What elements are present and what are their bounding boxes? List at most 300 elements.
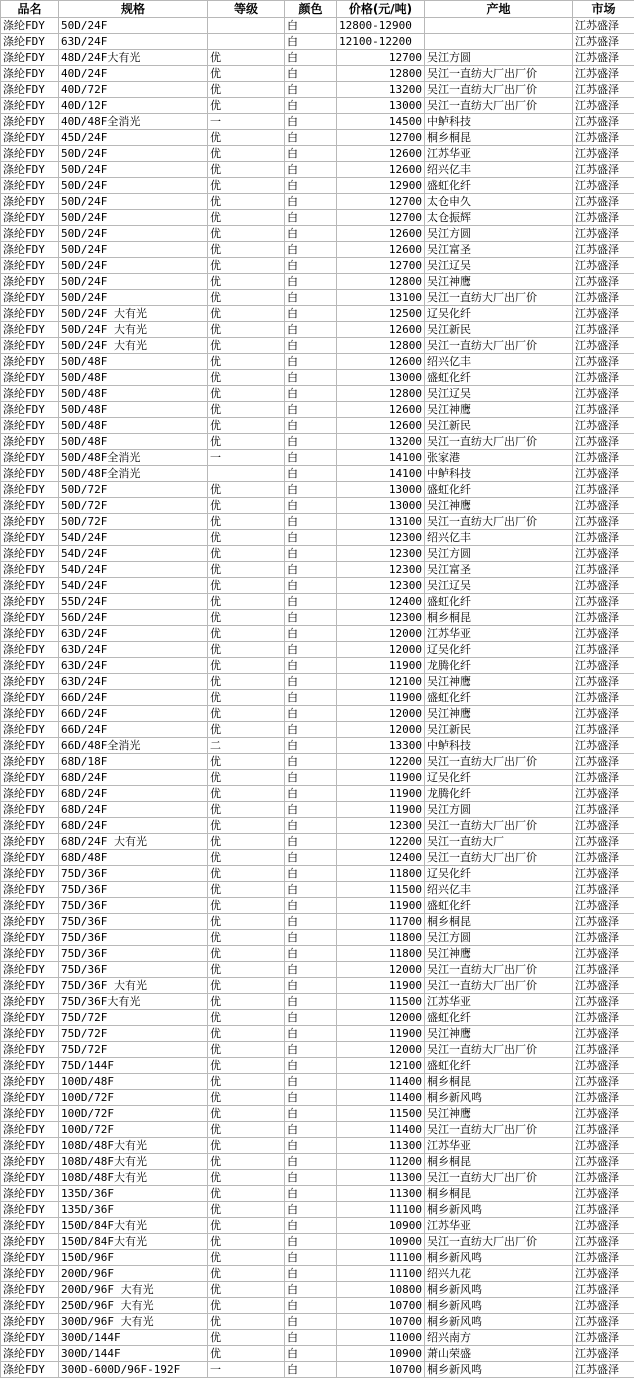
cell-color: 白 <box>285 802 337 818</box>
cell-spec: 56D/24F <box>59 610 208 626</box>
table-row <box>1 162 634 178</box>
cell-market: 江苏盛泽 <box>573 658 634 674</box>
cell-market: 江苏盛泽 <box>573 1186 634 1202</box>
cell-origin: 桐乡新风鸣 <box>425 1298 573 1314</box>
cell-spec: 55D/24F <box>59 594 208 610</box>
cell-origin: 吴江一直纺大厂出厂价 <box>425 850 573 866</box>
cell-spec: 68D/18F <box>59 754 208 770</box>
cell-price: 11700 <box>337 914 425 930</box>
cell-price: 11900 <box>337 658 425 674</box>
cell-color: 白 <box>285 338 337 354</box>
cell-price: 12300 <box>337 530 425 546</box>
cell-color: 白 <box>285 1042 337 1058</box>
cell-price: 12300 <box>337 610 425 626</box>
cell-grade: 优 <box>208 66 285 82</box>
cell-origin: 绍兴九花 <box>425 1266 573 1282</box>
cell-grade: 优 <box>208 1090 285 1106</box>
cell-grade: 优 <box>208 290 285 306</box>
cell-product-name: 涤纶FDY <box>1 722 59 738</box>
cell-price: 11400 <box>337 1122 425 1138</box>
cell-price: 12000 <box>337 1010 425 1026</box>
cell-price: 12100 <box>337 674 425 690</box>
table-row <box>1 690 634 706</box>
cell-origin: 吴江神鹰 <box>425 674 573 690</box>
cell-spec: 300D/144F <box>59 1330 208 1346</box>
cell-origin: 吴江一直纺大厂出厂价 <box>425 66 573 82</box>
cell-grade: 优 <box>208 658 285 674</box>
cell-price: 11300 <box>337 1138 425 1154</box>
column-header-spec: 规格 <box>59 1 208 18</box>
cell-product-name: 涤纶FDY <box>1 610 59 626</box>
cell-grade: 优 <box>208 98 285 114</box>
cell-grade: 优 <box>208 146 285 162</box>
cell-product-name: 涤纶FDY <box>1 690 59 706</box>
table-row <box>1 1218 634 1234</box>
cell-price: 12800 <box>337 386 425 402</box>
cell-grade: 优 <box>208 386 285 402</box>
cell-color: 白 <box>285 1026 337 1042</box>
cell-market: 江苏盛泽 <box>573 1138 634 1154</box>
cell-spec: 68D/24F <box>59 770 208 786</box>
cell-grade: 优 <box>208 962 285 978</box>
cell-grade: 优 <box>208 594 285 610</box>
cell-price: 12700 <box>337 258 425 274</box>
cell-spec: 100D/72F <box>59 1122 208 1138</box>
cell-market: 江苏盛泽 <box>573 914 634 930</box>
cell-origin: 绍兴南方 <box>425 1330 573 1346</box>
cell-color: 白 <box>285 418 337 434</box>
cell-price: 12000 <box>337 722 425 738</box>
cell-price: 13100 <box>337 514 425 530</box>
cell-grade: 优 <box>208 626 285 642</box>
table-row <box>1 946 634 962</box>
cell-spec: 50D/48F <box>59 386 208 402</box>
cell-product-name: 涤纶FDY <box>1 914 59 930</box>
cell-price: 12000 <box>337 1042 425 1058</box>
table-row <box>1 1234 634 1250</box>
cell-market: 江苏盛泽 <box>573 1266 634 1282</box>
cell-price: 11900 <box>337 802 425 818</box>
cell-price: 11500 <box>337 994 425 1010</box>
cell-grade: 优 <box>208 530 285 546</box>
cell-grade: 优 <box>208 1026 285 1042</box>
cell-market: 江苏盛泽 <box>573 242 634 258</box>
table-row <box>1 146 634 162</box>
table-row <box>1 658 634 674</box>
cell-origin: 吴江一直纺大厂出厂价 <box>425 1170 573 1186</box>
cell-market: 江苏盛泽 <box>573 1330 634 1346</box>
cell-spec: 108D/48F大有光 <box>59 1170 208 1186</box>
cell-product-name: 涤纶FDY <box>1 930 59 946</box>
cell-grade: 优 <box>208 1042 285 1058</box>
cell-grade: 优 <box>208 674 285 690</box>
cell-origin: 吴江新民 <box>425 418 573 434</box>
cell-color: 白 <box>285 370 337 386</box>
cell-spec: 50D/24F <box>59 194 208 210</box>
cell-spec: 54D/24F <box>59 562 208 578</box>
cell-price: 12600 <box>337 162 425 178</box>
cell-origin: 太仓振辉 <box>425 210 573 226</box>
cell-product-name: 涤纶FDY <box>1 18 59 34</box>
cell-product-name: 涤纶FDY <box>1 1362 59 1378</box>
cell-market: 江苏盛泽 <box>573 642 634 658</box>
table-row <box>1 1186 634 1202</box>
cell-grade: 优 <box>208 882 285 898</box>
cell-grade: 优 <box>208 690 285 706</box>
table-row <box>1 338 634 354</box>
cell-origin: 吴江一直纺大厂出厂价 <box>425 338 573 354</box>
cell-origin: 江苏华亚 <box>425 626 573 642</box>
cell-product-name: 涤纶FDY <box>1 658 59 674</box>
cell-product-name: 涤纶FDY <box>1 514 59 530</box>
cell-origin: 盛虹化纤 <box>425 370 573 386</box>
cell-origin: 吴江一直纺大厂出厂价 <box>425 818 573 834</box>
cell-spec: 50D/48F <box>59 370 208 386</box>
cell-market: 江苏盛泽 <box>573 1202 634 1218</box>
cell-grade: 优 <box>208 1346 285 1362</box>
table-row <box>1 178 634 194</box>
cell-grade: 一 <box>208 1362 285 1378</box>
cell-price: 12400 <box>337 850 425 866</box>
table-row <box>1 1122 634 1138</box>
cell-market: 江苏盛泽 <box>573 1170 634 1186</box>
cell-color: 白 <box>285 322 337 338</box>
cell-grade: 优 <box>208 546 285 562</box>
cell-product-name: 涤纶FDY <box>1 130 59 146</box>
cell-spec: 150D/96F <box>59 1250 208 1266</box>
cell-color: 白 <box>285 290 337 306</box>
table-row <box>1 786 634 802</box>
cell-origin: 盛虹化纤 <box>425 594 573 610</box>
cell-market: 江苏盛泽 <box>573 754 634 770</box>
cell-color: 白 <box>285 306 337 322</box>
cell-market: 江苏盛泽 <box>573 1218 634 1234</box>
cell-color: 白 <box>285 210 337 226</box>
cell-price: 13000 <box>337 482 425 498</box>
cell-grade: 优 <box>208 786 285 802</box>
cell-market: 江苏盛泽 <box>573 898 634 914</box>
cell-grade: 优 <box>208 226 285 242</box>
cell-grade: 优 <box>208 1154 285 1170</box>
cell-grade: 优 <box>208 1314 285 1330</box>
cell-spec: 66D/24F <box>59 722 208 738</box>
cell-color: 白 <box>285 1186 337 1202</box>
cell-market: 江苏盛泽 <box>573 450 634 466</box>
cell-price: 12000 <box>337 626 425 642</box>
cell-product-name: 涤纶FDY <box>1 322 59 338</box>
cell-market: 江苏盛泽 <box>573 1298 634 1314</box>
cell-price: 13100 <box>337 290 425 306</box>
cell-price: 12300 <box>337 546 425 562</box>
cell-grade: 优 <box>208 610 285 626</box>
table-row <box>1 738 634 754</box>
cell-spec: 50D/24F <box>59 210 208 226</box>
cell-price: 11900 <box>337 786 425 802</box>
cell-color: 白 <box>285 930 337 946</box>
cell-grade: 优 <box>208 866 285 882</box>
cell-grade: 优 <box>208 1330 285 1346</box>
cell-grade: 优 <box>208 722 285 738</box>
cell-product-name: 涤纶FDY <box>1 98 59 114</box>
cell-color: 白 <box>285 1170 337 1186</box>
cell-spec: 50D/24F <box>59 290 208 306</box>
cell-product-name: 涤纶FDY <box>1 466 59 482</box>
cell-market: 江苏盛泽 <box>573 546 634 562</box>
cell-color: 白 <box>285 626 337 642</box>
cell-color: 白 <box>285 242 337 258</box>
cell-price: 10700 <box>337 1362 425 1378</box>
table-row <box>1 114 634 130</box>
cell-market: 江苏盛泽 <box>573 402 634 418</box>
table-row <box>1 434 634 450</box>
cell-spec: 54D/24F <box>59 578 208 594</box>
cell-price: 14100 <box>337 466 425 482</box>
cell-market: 江苏盛泽 <box>573 1346 634 1362</box>
cell-market: 江苏盛泽 <box>573 1090 634 1106</box>
cell-price: 11200 <box>337 1154 425 1170</box>
table-row <box>1 898 634 914</box>
cell-color: 白 <box>285 178 337 194</box>
table-row <box>1 18 634 34</box>
cell-grade: 优 <box>208 914 285 930</box>
cell-price: 10700 <box>337 1298 425 1314</box>
cell-color: 白 <box>285 354 337 370</box>
cell-color: 白 <box>285 1298 337 1314</box>
cell-market: 江苏盛泽 <box>573 962 634 978</box>
cell-spec: 75D/144F <box>59 1058 208 1074</box>
cell-price: 12900 <box>337 178 425 194</box>
cell-product-name: 涤纶FDY <box>1 962 59 978</box>
cell-price: 12800 <box>337 274 425 290</box>
cell-grade: 优 <box>208 258 285 274</box>
cell-product-name: 涤纶FDY <box>1 450 59 466</box>
cell-price: 12700 <box>337 194 425 210</box>
column-header-price: 价格(元/吨) <box>337 1 425 18</box>
cell-product-name: 涤纶FDY <box>1 194 59 210</box>
cell-spec: 50D/24F <box>59 226 208 242</box>
cell-color: 白 <box>285 1250 337 1266</box>
table-row <box>1 562 634 578</box>
cell-grade: 优 <box>208 562 285 578</box>
cell-product-name: 涤纶FDY <box>1 994 59 1010</box>
cell-origin: 吴江一直纺大厂出厂价 <box>425 978 573 994</box>
cell-color: 白 <box>285 690 337 706</box>
cell-price: 11900 <box>337 978 425 994</box>
cell-color: 白 <box>285 1138 337 1154</box>
cell-grade: 优 <box>208 354 285 370</box>
cell-price: 11100 <box>337 1202 425 1218</box>
cell-origin: 绍兴亿丰 <box>425 530 573 546</box>
cell-grade: 优 <box>208 1122 285 1138</box>
cell-market: 江苏盛泽 <box>573 1314 634 1330</box>
cell-color: 白 <box>285 386 337 402</box>
cell-product-name: 涤纶FDY <box>1 146 59 162</box>
table-row <box>1 194 634 210</box>
table-row <box>1 914 634 930</box>
cell-color: 白 <box>285 514 337 530</box>
cell-market: 江苏盛泽 <box>573 194 634 210</box>
cell-price: 11800 <box>337 866 425 882</box>
cell-spec: 68D/24F <box>59 786 208 802</box>
cell-color: 白 <box>285 722 337 738</box>
cell-grade: 二 <box>208 738 285 754</box>
cell-grade: 优 <box>208 1186 285 1202</box>
cell-product-name: 涤纶FDY <box>1 66 59 82</box>
table-row <box>1 50 634 66</box>
cell-product-name: 涤纶FDY <box>1 674 59 690</box>
cell-grade: 优 <box>208 1138 285 1154</box>
cell-price: 12600 <box>337 146 425 162</box>
cell-origin: 盛虹化纤 <box>425 898 573 914</box>
table-row <box>1 1058 634 1074</box>
cell-color: 白 <box>285 738 337 754</box>
cell-spec: 50D/72F <box>59 498 208 514</box>
cell-color: 白 <box>285 882 337 898</box>
cell-spec: 50D/48F <box>59 402 208 418</box>
cell-price: 12700 <box>337 50 425 66</box>
cell-market: 江苏盛泽 <box>573 978 634 994</box>
cell-grade: 优 <box>208 370 285 386</box>
cell-origin: 吴江一直纺大厂出厂价 <box>425 1122 573 1138</box>
cell-market: 江苏盛泽 <box>573 706 634 722</box>
cell-color: 白 <box>285 818 337 834</box>
cell-product-name: 涤纶FDY <box>1 1282 59 1298</box>
cell-color: 白 <box>285 258 337 274</box>
cell-origin: 吴江神鹰 <box>425 1026 573 1042</box>
cell-origin: 中鲈科技 <box>425 114 573 130</box>
cell-price: 13300 <box>337 738 425 754</box>
cell-origin: 盛虹化纤 <box>425 1058 573 1074</box>
cell-market: 江苏盛泽 <box>573 370 634 386</box>
cell-grade: 优 <box>208 1202 285 1218</box>
cell-origin: 吴江神鹰 <box>425 946 573 962</box>
cell-color: 白 <box>285 1234 337 1250</box>
cell-color: 白 <box>285 146 337 162</box>
cell-spec: 63D/24F <box>59 642 208 658</box>
cell-origin <box>425 34 573 50</box>
cell-origin: 绍兴亿丰 <box>425 354 573 370</box>
cell-product-name: 涤纶FDY <box>1 578 59 594</box>
table-row <box>1 82 634 98</box>
cell-price: 11000 <box>337 1330 425 1346</box>
column-header-color: 颜色 <box>285 1 337 18</box>
cell-spec: 40D/72F <box>59 82 208 98</box>
cell-spec: 66D/48F全消光 <box>59 738 208 754</box>
cell-color: 白 <box>285 194 337 210</box>
cell-product-name: 涤纶FDY <box>1 642 59 658</box>
cell-market: 江苏盛泽 <box>573 1282 634 1298</box>
cell-market: 江苏盛泽 <box>573 1250 634 1266</box>
cell-origin: 吴江神鹰 <box>425 1106 573 1122</box>
cell-origin: 辽吴化纤 <box>425 642 573 658</box>
cell-grade: 优 <box>208 802 285 818</box>
cell-market: 江苏盛泽 <box>573 322 634 338</box>
cell-price: 12600 <box>337 322 425 338</box>
cell-market: 江苏盛泽 <box>573 866 634 882</box>
cell-spec: 100D/72F <box>59 1106 208 1122</box>
table-row <box>1 994 634 1010</box>
table-row <box>1 610 634 626</box>
cell-grade: 优 <box>208 1010 285 1026</box>
cell-spec: 50D/24F <box>59 258 208 274</box>
cell-origin: 吴江神鹰 <box>425 274 573 290</box>
cell-color: 白 <box>285 1058 337 1074</box>
cell-spec: 50D/24F 大有光 <box>59 322 208 338</box>
cell-color: 白 <box>285 770 337 786</box>
column-header-market: 市场 <box>573 1 634 18</box>
cell-origin: 盛虹化纤 <box>425 1010 573 1026</box>
table-row <box>1 322 634 338</box>
cell-product-name: 涤纶FDY <box>1 210 59 226</box>
cell-color: 白 <box>285 1314 337 1330</box>
column-header-product-name: 品名 <box>1 1 59 18</box>
cell-origin: 吴江方圆 <box>425 930 573 946</box>
cell-market: 江苏盛泽 <box>573 50 634 66</box>
cell-color: 白 <box>285 1330 337 1346</box>
cell-price: 12000 <box>337 706 425 722</box>
cell-price: 11100 <box>337 1250 425 1266</box>
cell-product-name: 涤纶FDY <box>1 1154 59 1170</box>
cell-origin: 桐乡桐昆 <box>425 914 573 930</box>
cell-market: 江苏盛泽 <box>573 1122 634 1138</box>
cell-color: 白 <box>285 674 337 690</box>
cell-spec: 40D/24F <box>59 66 208 82</box>
cell-origin: 吴江一直纺大厂出厂价 <box>425 434 573 450</box>
column-header-origin: 产地 <box>425 1 573 18</box>
cell-product-name: 涤纶FDY <box>1 1346 59 1362</box>
cell-market: 江苏盛泽 <box>573 946 634 962</box>
cell-grade: 一 <box>208 114 285 130</box>
cell-origin: 龙腾化纤 <box>425 658 573 674</box>
cell-product-name: 涤纶FDY <box>1 802 59 818</box>
cell-origin: 盛虹化纤 <box>425 690 573 706</box>
table-row <box>1 1106 634 1122</box>
cell-grade: 优 <box>208 338 285 354</box>
cell-grade: 优 <box>208 818 285 834</box>
cell-origin: 桐乡新风鸣 <box>425 1090 573 1106</box>
table-row <box>1 1074 634 1090</box>
cell-spec: 63D/24F <box>59 658 208 674</box>
table-row <box>1 210 634 226</box>
cell-spec: 50D/48F <box>59 354 208 370</box>
cell-spec: 40D/48F全消光 <box>59 114 208 130</box>
cell-origin: 桐乡桐昆 <box>425 610 573 626</box>
cell-spec: 300D-600D/96F-192F <box>59 1362 208 1378</box>
cell-product-name: 涤纶FDY <box>1 226 59 242</box>
cell-origin: 桐乡桐昆 <box>425 130 573 146</box>
cell-origin: 中鲈科技 <box>425 738 573 754</box>
cell-color: 白 <box>285 914 337 930</box>
cell-spec: 50D/48F <box>59 418 208 434</box>
cell-product-name: 涤纶FDY <box>1 1090 59 1106</box>
cell-origin: 吴江辽吴 <box>425 258 573 274</box>
cell-grade: 优 <box>208 850 285 866</box>
table-row <box>1 882 634 898</box>
cell-product-name: 涤纶FDY <box>1 50 59 66</box>
table-row <box>1 706 634 722</box>
table-body <box>1 18 634 1378</box>
cell-spec: 108D/48F大有光 <box>59 1138 208 1154</box>
cell-origin: 桐乡新风鸣 <box>425 1250 573 1266</box>
cell-product-name: 涤纶FDY <box>1 1042 59 1058</box>
cell-price: 12500 <box>337 306 425 322</box>
cell-color: 白 <box>285 642 337 658</box>
table-row <box>1 962 634 978</box>
cell-market: 江苏盛泽 <box>573 738 634 754</box>
cell-origin: 吴江新民 <box>425 722 573 738</box>
cell-spec: 54D/24F <box>59 546 208 562</box>
cell-product-name: 涤纶FDY <box>1 1298 59 1314</box>
